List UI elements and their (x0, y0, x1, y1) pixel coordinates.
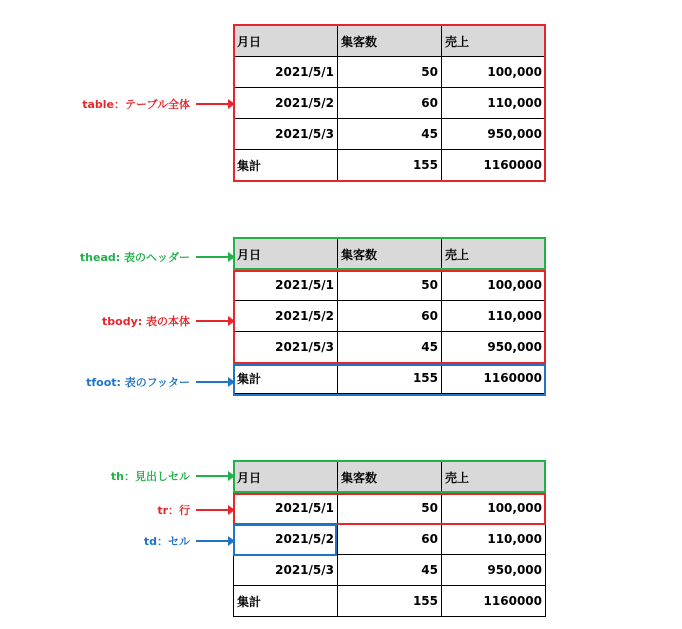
header-cell: 集客数 (338, 462, 442, 493)
tfoot-label: tfoot: 表のフッター (86, 376, 190, 389)
sales-cell: 950,000 (442, 555, 546, 586)
tr-label: tr：行 (157, 504, 190, 517)
date-cell: 2021/5/1 (234, 270, 338, 301)
date-cell: 2021/5/1 (234, 493, 338, 524)
visitors-cell: 50 (338, 270, 442, 301)
visitors-cell: 60 (338, 301, 442, 332)
header-cell: 月日 (234, 239, 338, 270)
footer-row (234, 586, 546, 617)
tr-arrow (196, 509, 230, 511)
date-cell: 2021/5/3 (234, 555, 338, 586)
footer-cell: 155 (338, 586, 442, 617)
date-cell: 2021/5/3 (234, 119, 338, 150)
header-cell: 売上 (442, 239, 546, 270)
tfoot-highlight (233, 364, 546, 396)
table-row (234, 555, 546, 586)
footer-cell: 1160000 (442, 150, 546, 181)
sales-cell: 110,000 (442, 88, 546, 119)
sales-cell: 110,000 (442, 524, 546, 555)
th-highlight (233, 460, 546, 493)
date-cell: 2021/5/2 (234, 88, 338, 119)
table-highlight (233, 24, 546, 182)
footer-cell: 1160000 (442, 363, 546, 394)
th-label: th：見出しセル (110, 470, 190, 483)
header-cell: 集客数 (338, 26, 442, 57)
sales-cell: 100,000 (442, 493, 546, 524)
footer-cell: 155 (338, 150, 442, 181)
date-cell: 2021/5/2 (234, 524, 338, 555)
sales-cell: 110,000 (442, 301, 546, 332)
table-label: table：テーブル全体 (82, 98, 190, 111)
tbody-label: tbody: 表の本体 (102, 315, 190, 328)
visitors-cell: 50 (338, 493, 442, 524)
sales-cell: 100,000 (442, 270, 546, 301)
footer-cell: 155 (338, 363, 442, 394)
td-label: td：セル (143, 535, 190, 548)
sales-cell: 950,000 (442, 119, 546, 150)
tbody-arrow (196, 320, 230, 322)
visitors-cell: 60 (338, 524, 442, 555)
header-cell: 売上 (442, 26, 546, 57)
visitors-cell: 50 (338, 57, 442, 88)
visitors-cell: 60 (338, 88, 442, 119)
footer-cell: 1160000 (442, 586, 546, 617)
date-cell: 2021/5/2 (234, 301, 338, 332)
header-cell: 集客数 (338, 239, 442, 270)
visitors-cell: 45 (338, 555, 442, 586)
thead-highlight (233, 237, 546, 270)
date-cell: 2021/5/1 (234, 57, 338, 88)
tr-highlight (233, 493, 546, 525)
footer-cell: 集計 (234, 150, 338, 181)
td-highlight (233, 524, 337, 556)
footer-cell: 集計 (234, 363, 338, 394)
header-cell: 月日 (234, 462, 338, 493)
visitors-cell: 45 (338, 119, 442, 150)
header-cell: 月日 (234, 26, 338, 57)
tfoot-arrow (196, 381, 230, 383)
thead-arrow (196, 256, 230, 258)
th-arrow (196, 475, 230, 477)
sales-cell: 100,000 (442, 57, 546, 88)
thead-label: thead: 表のヘッダー (79, 251, 190, 264)
table-arrow (196, 103, 230, 105)
visitors-cell: 45 (338, 332, 442, 363)
date-cell: 2021/5/3 (234, 332, 338, 363)
footer-cell: 集計 (234, 586, 338, 617)
sales-cell: 950,000 (442, 332, 546, 363)
td-arrow (196, 540, 230, 542)
tbody-highlight (233, 270, 546, 364)
header-cell: 売上 (442, 462, 546, 493)
